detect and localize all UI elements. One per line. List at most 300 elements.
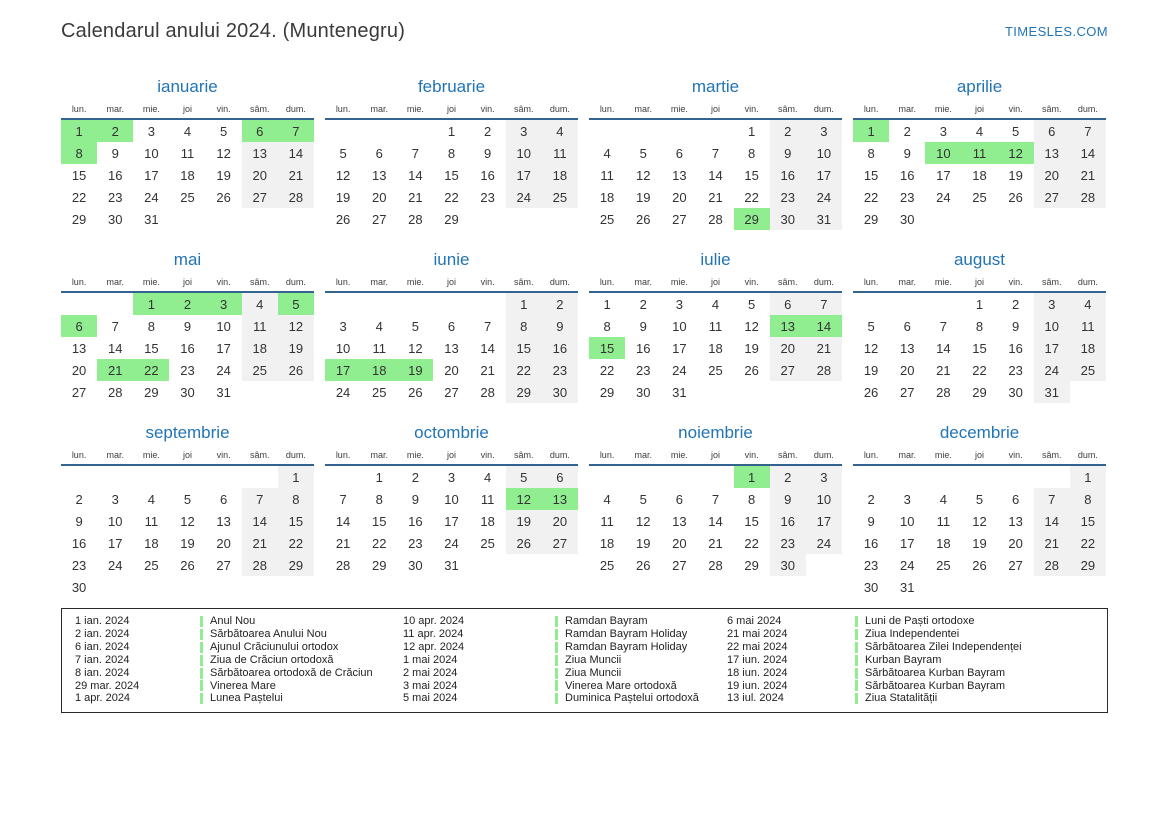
day-cell: 23 <box>635 362 651 378</box>
weekday-label: joi <box>974 450 984 460</box>
weekday-label: lun. <box>71 450 87 460</box>
day-cell: 19 <box>744 340 759 356</box>
day-cell: 7 <box>242 488 278 510</box>
month-title: februarie <box>417 77 486 96</box>
day-cell: 28 <box>408 211 423 227</box>
day-cell: 9 <box>867 513 875 529</box>
day-cell: 14 <box>335 513 351 529</box>
day-cell: 14 <box>480 340 495 356</box>
weekday-label: vin. <box>1008 104 1023 114</box>
day-cell: 26 <box>506 532 542 554</box>
day-cell: 23 <box>1008 362 1023 378</box>
day-cell: 27 <box>672 557 687 573</box>
day-cell: 11 <box>1070 315 1106 337</box>
legend-date: 10 apr. 2024 <box>403 615 465 627</box>
day-cell: 12 <box>635 513 651 529</box>
day-cell: 5 <box>639 145 647 161</box>
day-cell: 3 <box>206 293 242 315</box>
day-cell: 15 <box>444 167 459 183</box>
day-cell: 18 <box>708 340 723 356</box>
day-cell: 27 <box>1008 557 1023 573</box>
day-cell: 4 <box>603 491 611 507</box>
day-cell: 10 <box>806 488 842 510</box>
day-cell: 31 <box>672 384 687 400</box>
month-iulie <box>589 250 842 403</box>
day-cell: 8 <box>603 318 611 334</box>
day-cell: 29 <box>144 384 159 400</box>
day-cell: 31 <box>1034 381 1070 403</box>
weekday-label: vin. <box>744 277 759 287</box>
day-cell: 25 <box>180 189 195 205</box>
day-cell: 5 <box>867 318 875 334</box>
day-cell: 25 <box>708 362 723 378</box>
day-cell: 11 <box>961 142 997 164</box>
holiday-marker-icon <box>200 680 203 691</box>
day-cell: 27 <box>899 384 915 400</box>
day-cell: 7 <box>111 318 119 334</box>
day-cell: 13 <box>71 340 87 356</box>
day-cell: 6 <box>675 145 683 161</box>
day-cell: 8 <box>278 488 314 510</box>
day-cell: 23 <box>408 535 423 551</box>
holiday-marker-icon <box>855 668 858 679</box>
page-header <box>0 0 1169 43</box>
day-cell: 4 <box>1070 293 1106 315</box>
day-cell: 29 <box>444 211 459 227</box>
month-days <box>325 466 578 576</box>
legend-entry <box>200 667 403 680</box>
legend-date: 3 mai 2024 <box>403 679 458 692</box>
day-cell: 14 <box>1034 510 1070 532</box>
weekday-label: sâm. <box>1042 277 1062 287</box>
weekday-label: lun. <box>335 104 351 114</box>
day-cell: 12 <box>863 340 879 356</box>
day-cell: 13 <box>1034 142 1070 164</box>
day-cell: 15 <box>589 337 625 359</box>
day-cell: 8 <box>975 318 984 334</box>
weekday-label: lun. <box>335 450 351 460</box>
day-cell: 23 <box>542 359 578 381</box>
day-cell: 26 <box>408 384 423 400</box>
day-cell: 9 <box>770 142 806 164</box>
day-cell: 13 <box>1008 513 1023 529</box>
day-cell: 16 <box>1008 340 1023 356</box>
weekday-label: dum. <box>1077 277 1098 287</box>
legend-entry <box>555 641 727 654</box>
holiday-marker-icon <box>200 616 203 627</box>
legend-label: Sărbătoarea Kurban Bayram <box>865 666 1006 679</box>
weekday-label: mie. <box>406 450 424 460</box>
day-cell: 3 <box>506 120 542 142</box>
day-cell: 11 <box>372 340 386 356</box>
day-cell: 1 <box>603 296 611 312</box>
day-cell: 29 <box>1070 554 1106 576</box>
day-cell: 6 <box>1012 491 1020 507</box>
day-cell-empty <box>97 466 133 488</box>
day-cell: 30 <box>408 557 423 573</box>
day-cell: 10 <box>444 491 459 507</box>
day-cell: 4 <box>484 469 492 485</box>
legend-date: 6 mai 2024 <box>727 615 782 627</box>
day-cell: 18 <box>972 167 987 183</box>
day-cell: 14 <box>708 513 723 529</box>
day-cell: 29 <box>599 384 615 400</box>
month-mai <box>61 250 314 403</box>
day-cell: 3 <box>111 491 119 507</box>
legend-label: Ramdan Bayram <box>565 615 648 627</box>
month-days <box>589 466 842 576</box>
day-cell: 28 <box>1034 554 1070 576</box>
day-cell: 20 <box>672 535 687 551</box>
holiday-marker-icon <box>855 693 858 704</box>
day-cell: 24 <box>216 362 231 378</box>
day-cell: 25 <box>599 211 615 227</box>
day-cell: 3 <box>147 123 155 139</box>
weekday-label: sâm. <box>514 277 534 287</box>
day-cell: 22 <box>744 535 759 551</box>
legend-grid <box>75 615 1103 705</box>
day-cell: 10 <box>335 340 351 356</box>
weekday-label: lun. <box>599 277 615 287</box>
month-februarie <box>325 77 578 230</box>
day-cell: 22 <box>972 362 987 378</box>
day-cell: 17 <box>325 359 361 381</box>
weekday-label: mar. <box>106 450 124 460</box>
day-cell: 6 <box>542 466 578 488</box>
month-title: iunie <box>433 250 470 269</box>
holiday-marker-icon <box>555 616 558 627</box>
month-ianuarie <box>61 77 314 230</box>
weekday-label: mar. <box>370 450 388 460</box>
weekday-label: dum. <box>285 450 306 460</box>
day-cell: 7 <box>1070 120 1106 142</box>
day-cell: 28 <box>1070 186 1106 208</box>
day-cell: 10 <box>672 318 687 334</box>
day-cell: 19 <box>335 189 351 205</box>
day-cell: 24 <box>899 557 915 573</box>
legend-date: 2 ian. 2024 <box>75 627 130 640</box>
day-cell: 11 <box>144 513 159 529</box>
day-cell: 30 <box>542 381 578 403</box>
day-cell: 9 <box>411 491 419 507</box>
weekday-label: sâm. <box>250 450 270 460</box>
day-cell: 30 <box>899 211 915 227</box>
weekday-label: vin. <box>216 450 231 460</box>
day-cell: 20 <box>770 337 806 359</box>
day-cell-empty <box>325 120 361 142</box>
day-cell: 29 <box>371 557 387 573</box>
weekday-label: lun. <box>599 450 615 460</box>
day-cell: 1 <box>278 466 314 488</box>
day-cell: 15 <box>744 167 759 183</box>
day-cell-empty <box>625 120 661 142</box>
day-cell: 10 <box>144 145 159 161</box>
legend-date: 1 mai 2024 <box>403 653 458 666</box>
day-cell: 15 <box>278 510 314 532</box>
legend-label: Sărbătoarea ortodoxă de Crăciun <box>210 666 373 679</box>
weekday-label: sâm. <box>778 104 798 114</box>
day-cell-empty <box>361 120 397 142</box>
month-octombrie <box>325 423 578 598</box>
day-cell: 29 <box>506 381 542 403</box>
weekday-label: sâm. <box>514 104 534 114</box>
day-cell-empty <box>242 466 278 488</box>
weekday-header-row <box>853 277 1106 293</box>
weekday-label: lun. <box>71 277 87 287</box>
weekday-label: mar. <box>634 104 652 114</box>
weekday-label: mar. <box>370 277 388 287</box>
legend-entry <box>855 654 1103 667</box>
day-cell: 2 <box>484 123 492 139</box>
month-days <box>325 120 578 230</box>
day-cell: 20 <box>542 510 578 532</box>
day-cell: 9 <box>183 318 192 334</box>
day-cell-empty <box>697 466 733 488</box>
weekday-label: vin. <box>1008 277 1023 287</box>
day-cell-empty <box>1034 466 1070 488</box>
weekday-label: dum. <box>549 104 570 114</box>
day-cell: 5 <box>220 123 228 139</box>
day-cell: 19 <box>863 362 879 378</box>
day-cell-empty <box>397 120 433 142</box>
day-cell: 9 <box>542 315 578 337</box>
weekday-label: mie. <box>670 450 688 460</box>
day-cell-empty <box>625 466 661 488</box>
legend-date: 18 iun. 2024 <box>727 666 788 679</box>
legend-label: Ziua Muncii <box>565 666 622 679</box>
day-cell: 16 <box>770 164 806 186</box>
weekday-header-row <box>853 104 1106 120</box>
day-cell: 2 <box>867 491 875 507</box>
weekday-label: joi <box>710 104 720 114</box>
weekday-label: joi <box>182 277 192 287</box>
day-cell: 7 <box>1034 488 1070 510</box>
day-cell: 22 <box>444 189 459 205</box>
day-cell: 12 <box>506 488 542 510</box>
weekday-label: dum. <box>813 104 834 114</box>
day-cell: 20 <box>371 189 387 205</box>
day-cell: 30 <box>770 208 806 230</box>
holiday-marker-icon <box>855 642 858 653</box>
day-cell: 12 <box>216 145 231 161</box>
month-days <box>853 293 1106 403</box>
day-cell: 11 <box>936 513 951 529</box>
weekday-label: lun. <box>71 104 87 114</box>
legend-label: Ziua Independentei <box>865 627 960 640</box>
day-cell: 13 <box>371 167 387 183</box>
day-cell: 19 <box>635 535 651 551</box>
day-cell: 19 <box>972 535 987 551</box>
weekday-label: lun. <box>863 104 879 114</box>
day-cell: 28 <box>480 384 495 400</box>
holiday-marker-icon <box>555 655 558 666</box>
month-martie <box>589 77 842 230</box>
day-cell: 15 <box>1070 510 1106 532</box>
holiday-marker-icon <box>555 668 558 679</box>
day-cell: 22 <box>744 189 759 205</box>
day-cell: 21 <box>480 362 495 378</box>
day-cell: 11 <box>600 513 614 529</box>
day-cell: 6 <box>1034 120 1070 142</box>
weekday-label: vin. <box>480 450 495 460</box>
weekday-label: joi <box>182 450 192 460</box>
day-cell: 8 <box>506 315 542 337</box>
weekday-label: vin. <box>480 104 495 114</box>
day-cell: 3 <box>939 123 947 139</box>
day-cell: 22 <box>278 532 314 554</box>
legend-entry <box>855 615 1103 628</box>
weekday-label: dum. <box>813 450 834 460</box>
legend-label: Luni de Paști ortodoxe <box>865 615 975 627</box>
day-cell: 11 <box>480 491 495 507</box>
month-septembrie <box>61 423 314 598</box>
day-cell: 5 <box>639 491 647 507</box>
weekday-label: dum. <box>813 277 834 287</box>
day-cell: 4 <box>183 123 192 139</box>
legend-label: Vinerea Mare ortodoxă <box>565 679 677 692</box>
day-cell: 23 <box>899 189 915 205</box>
legend-date: 13 iul. 2024 <box>727 692 784 705</box>
month-noiembrie <box>589 423 842 598</box>
day-cell: 16 <box>180 340 195 356</box>
month-title: martie <box>691 77 740 96</box>
day-cell: 1 <box>133 293 169 315</box>
day-cell: 25 <box>599 557 615 573</box>
day-cell: 15 <box>506 337 542 359</box>
day-cell: 3 <box>447 469 456 485</box>
weekday-label: mie. <box>670 104 688 114</box>
month-title: august <box>953 250 1006 269</box>
day-cell: 28 <box>708 211 723 227</box>
day-cell: 10 <box>806 142 842 164</box>
legend-label: Ramdan Bayram Holiday <box>565 640 688 653</box>
day-cell: 20 <box>71 362 87 378</box>
month-days <box>61 120 314 230</box>
day-cell-empty <box>853 293 889 315</box>
day-cell: 26 <box>180 557 195 573</box>
legend-entry <box>200 654 403 667</box>
day-cell: 26 <box>635 557 651 573</box>
holiday-marker-icon <box>855 655 858 666</box>
day-cell: 24 <box>1034 359 1070 381</box>
day-cell-empty <box>133 466 169 488</box>
day-cell: 20 <box>899 362 915 378</box>
day-cell: 18 <box>542 164 578 186</box>
day-cell: 11 <box>542 142 578 164</box>
day-cell: 8 <box>375 491 383 507</box>
weekday-label: dum. <box>1077 104 1098 114</box>
day-cell: 8 <box>447 145 456 161</box>
holiday-marker-icon <box>855 680 858 691</box>
day-cell: 17 <box>806 510 842 532</box>
day-cell: 5 <box>1012 123 1020 139</box>
weekday-label: vin. <box>216 104 231 114</box>
day-cell: 17 <box>506 164 542 186</box>
day-cell: 16 <box>770 510 806 532</box>
day-cell: 4 <box>711 296 720 312</box>
day-cell-empty <box>206 466 242 488</box>
weekday-label: mie. <box>406 277 424 287</box>
day-cell: 8 <box>867 145 875 161</box>
day-cell: 23 <box>770 186 806 208</box>
day-cell: 11 <box>708 318 723 334</box>
day-cell: 27 <box>216 557 231 573</box>
day-cell: 19 <box>397 359 433 381</box>
day-cell: 22 <box>133 359 169 381</box>
day-cell: 7 <box>339 491 347 507</box>
day-cell: 23 <box>770 532 806 554</box>
legend-date: 7 ian. 2024 <box>75 653 130 666</box>
day-cell: 26 <box>744 362 759 378</box>
day-cell: 12 <box>408 340 423 356</box>
weekday-label: dum. <box>1077 450 1098 460</box>
day-cell: 3 <box>675 296 683 312</box>
day-cell: 25 <box>972 189 987 205</box>
day-cell: 2 <box>169 293 205 315</box>
day-cell: 19 <box>216 167 231 183</box>
day-cell: 24 <box>806 186 842 208</box>
day-cell: 28 <box>708 557 723 573</box>
legend-date: 6 ian. 2024 <box>75 640 130 653</box>
month-days <box>325 293 578 403</box>
day-cell: 23 <box>180 362 195 378</box>
day-cell: 20 <box>216 535 231 551</box>
day-cell: 4 <box>147 491 155 507</box>
day-cell: 20 <box>242 164 278 186</box>
weekday-label: sâm. <box>250 104 270 114</box>
day-cell: 21 <box>97 359 133 381</box>
weekday-header-row <box>325 277 578 293</box>
day-cell: 2 <box>75 491 83 507</box>
month-title: ianuarie <box>157 77 218 96</box>
legend-label: Anul Nou <box>210 615 256 627</box>
day-cell: 19 <box>180 535 195 551</box>
day-cell: 31 <box>444 557 459 573</box>
day-cell: 2 <box>770 466 806 488</box>
weekday-label: joi <box>710 450 720 460</box>
day-cell: 17 <box>806 164 842 186</box>
day-cell: 11 <box>242 315 278 337</box>
day-cell: 24 <box>806 532 842 554</box>
day-cell: 27 <box>770 359 806 381</box>
month-days <box>853 466 1106 598</box>
day-cell: 10 <box>1034 315 1070 337</box>
day-cell: 1 <box>1070 466 1106 488</box>
holiday-marker-icon <box>200 642 203 653</box>
month-decembrie <box>853 423 1106 598</box>
day-cell-empty <box>97 293 133 315</box>
day-cell: 30 <box>180 384 195 400</box>
day-cell: 20 <box>1008 535 1023 551</box>
day-cell: 21 <box>408 189 423 205</box>
day-cell: 1 <box>447 123 456 139</box>
day-cell: 9 <box>639 318 647 334</box>
day-cell: 14 <box>107 340 123 356</box>
day-cell: 31 <box>806 208 842 230</box>
day-cell: 4 <box>375 318 383 334</box>
day-cell: 12 <box>335 167 351 183</box>
day-cell: 26 <box>216 189 231 205</box>
day-cell: 18 <box>180 167 195 183</box>
day-cell: 16 <box>71 535 87 551</box>
weekday-label: joi <box>446 104 456 114</box>
day-cell-empty <box>325 293 361 315</box>
day-cell: 12 <box>278 315 314 337</box>
timesles-link[interactable]: TIMESLES.COM <box>1004 24 1108 39</box>
weekday-label: mie. <box>142 277 160 287</box>
legend-date: 12 apr. 2024 <box>403 640 465 653</box>
day-cell: 17 <box>1034 337 1070 359</box>
